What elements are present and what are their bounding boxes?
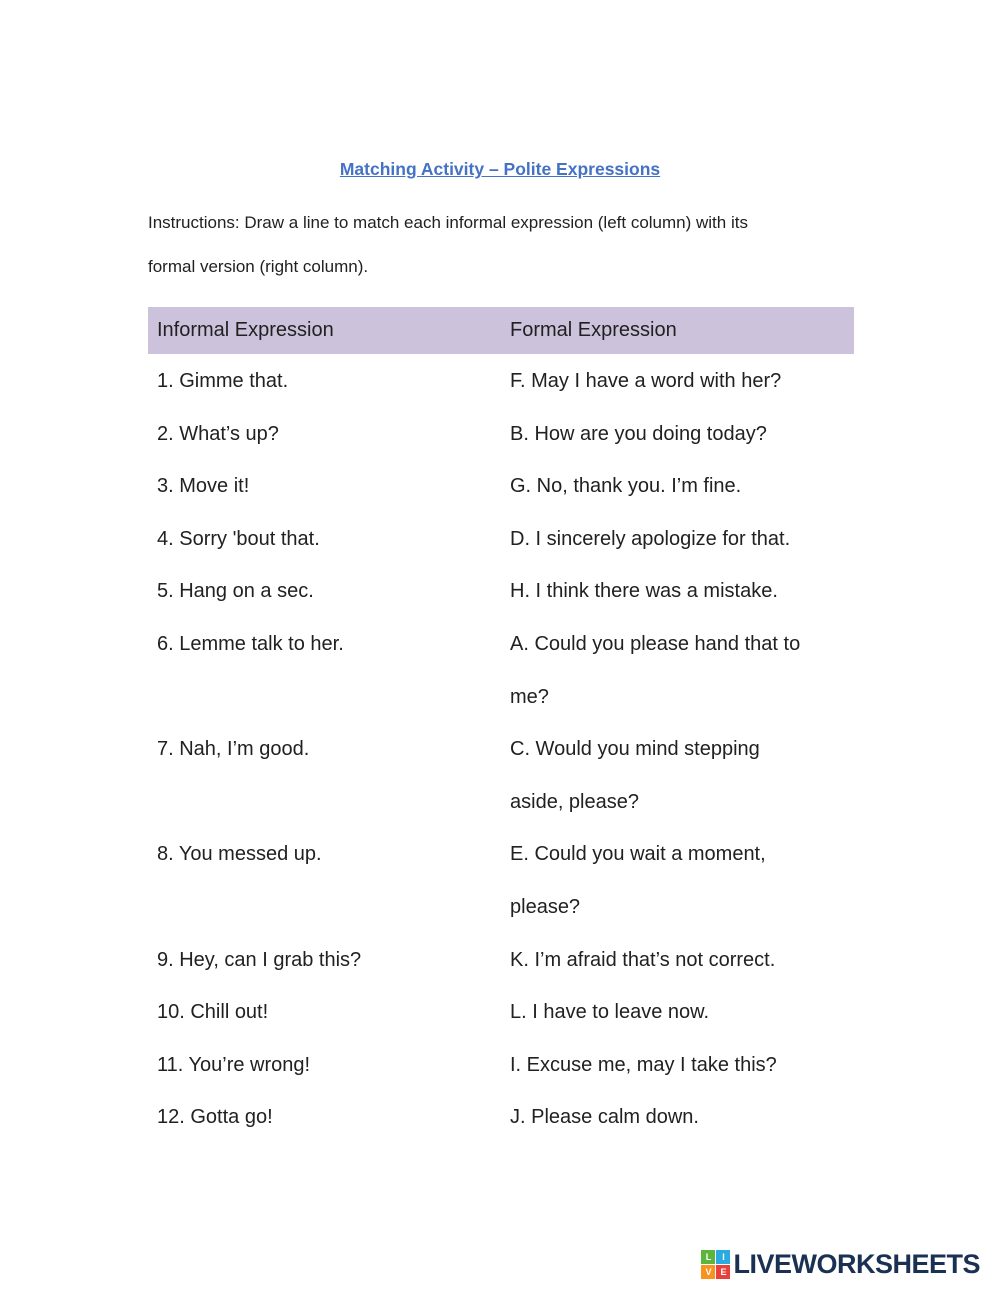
informal-item-10[interactable] — [148, 986, 510, 1039]
informal-item-11[interactable] — [148, 1039, 510, 1092]
table-row — [148, 828, 854, 933]
table-body — [148, 354, 854, 1144]
formal-item-C[interactable] — [510, 723, 854, 828]
matching-table — [148, 307, 854, 1144]
informal-text: 12. Gotta go! — [157, 1106, 273, 1129]
informal-item-4[interactable] — [148, 513, 510, 566]
logo-tile-e: E — [716, 1265, 730, 1279]
col-header-informal: Informal Expression — [157, 319, 334, 341]
formal-text: L. I have to leave now. — [510, 1001, 710, 1024]
informal-text: 10. Chill out! — [157, 1001, 269, 1024]
worksheet-title: Matching Activity – Polite Expressions — [339, 159, 661, 179]
formal-text: A. Could you please hand that to — [510, 632, 801, 655]
logo-tile-i: I — [716, 1250, 730, 1264]
formal-text: J. Please calm down. — [510, 1106, 699, 1129]
table-row — [148, 408, 854, 461]
formal-text: G. No, thank you. I’m fine. — [510, 475, 742, 498]
informal-text: 1. Gimme that. — [157, 370, 289, 392]
table-row — [148, 934, 854, 987]
formal-text: please? — [510, 895, 581, 918]
formal-item-H[interactable] — [510, 565, 854, 618]
formal-text: K. I’m afraid that’s not correct. — [510, 948, 776, 971]
formal-text: D. I sincerely apologize for that. — [510, 527, 791, 550]
formal-text: me? — [510, 685, 549, 708]
formal-item-L[interactable] — [510, 986, 854, 1039]
informal-text: 2. What’s up? — [157, 422, 279, 445]
formal-item-F[interactable] — [510, 355, 854, 408]
formal-item-I[interactable] — [510, 1039, 854, 1092]
informal-item-2[interactable] — [148, 408, 510, 461]
logo-tile-l: L — [701, 1250, 715, 1264]
col-header-formal: Formal Expression — [510, 319, 677, 341]
formal-text: E. Could you wait a moment, — [510, 843, 766, 866]
formal-item-A[interactable] — [510, 618, 854, 723]
formal-item-D[interactable] — [510, 513, 854, 566]
informal-text: 3. Move it! — [157, 475, 250, 498]
table-row — [148, 1039, 854, 1092]
informal-item-9[interactable] — [148, 934, 510, 987]
informal-item-6[interactable] — [148, 618, 510, 671]
informal-text: 5. Hang on a sec. — [157, 580, 314, 603]
formal-item-K[interactable] — [510, 934, 854, 987]
formal-text: C. Would you mind stepping — [510, 738, 760, 761]
table-row — [148, 618, 854, 723]
informal-text: 7. Nah, I’m good. — [157, 738, 310, 761]
table-row — [148, 986, 854, 1039]
table-row — [148, 513, 854, 566]
formal-item-B[interactable] — [510, 408, 854, 461]
liveworksheets-watermark[interactable] — [701, 1249, 980, 1280]
informal-text: 9. Hey, can I grab this? — [157, 948, 362, 971]
formal-text: F. May I have a word with her? — [510, 370, 782, 392]
liveworksheets-logo-icon — [701, 1250, 730, 1279]
instructions — [148, 201, 868, 289]
formal-item-G[interactable] — [510, 460, 854, 513]
table-row — [148, 723, 854, 828]
informal-item-7[interactable] — [148, 723, 510, 776]
informal-text: 8. You messed up. — [157, 843, 322, 866]
informal-item-5[interactable] — [148, 565, 510, 618]
formal-text: B. How are you doing today? — [510, 422, 767, 445]
instructions-line-1: Instructions: Draw a line to match each informal expression (left column) with its — [148, 213, 748, 232]
informal-text: 11. You’re wrong! — [157, 1053, 311, 1076]
informal-text: 4. Sorry 'bout that. — [157, 527, 320, 550]
logo-tile-v: V — [701, 1265, 715, 1279]
informal-item-1[interactable] — [148, 355, 510, 408]
informal-item-12[interactable] — [148, 1091, 510, 1144]
table-row — [148, 355, 854, 408]
informal-item-3[interactable] — [148, 460, 510, 513]
table-row — [148, 565, 854, 618]
formal-text: H. I think there was a mistake. — [510, 580, 778, 603]
formal-text: aside, please? — [510, 790, 639, 813]
table-header-row — [148, 307, 854, 354]
formal-item-E[interactable] — [510, 828, 854, 933]
informal-item-8[interactable] — [148, 828, 510, 881]
instructions-line-2: formal version (right column). — [148, 257, 369, 276]
informal-text: 6. Lemme talk to her. — [157, 632, 344, 655]
liveworksheets-wordmark: LIVEWORKSHEETS — [733, 1249, 980, 1279]
formal-text: I. Excuse me, may I take this? — [510, 1053, 777, 1076]
table-row — [148, 460, 854, 513]
table-row — [148, 1091, 854, 1144]
formal-item-J[interactable] — [510, 1091, 854, 1144]
